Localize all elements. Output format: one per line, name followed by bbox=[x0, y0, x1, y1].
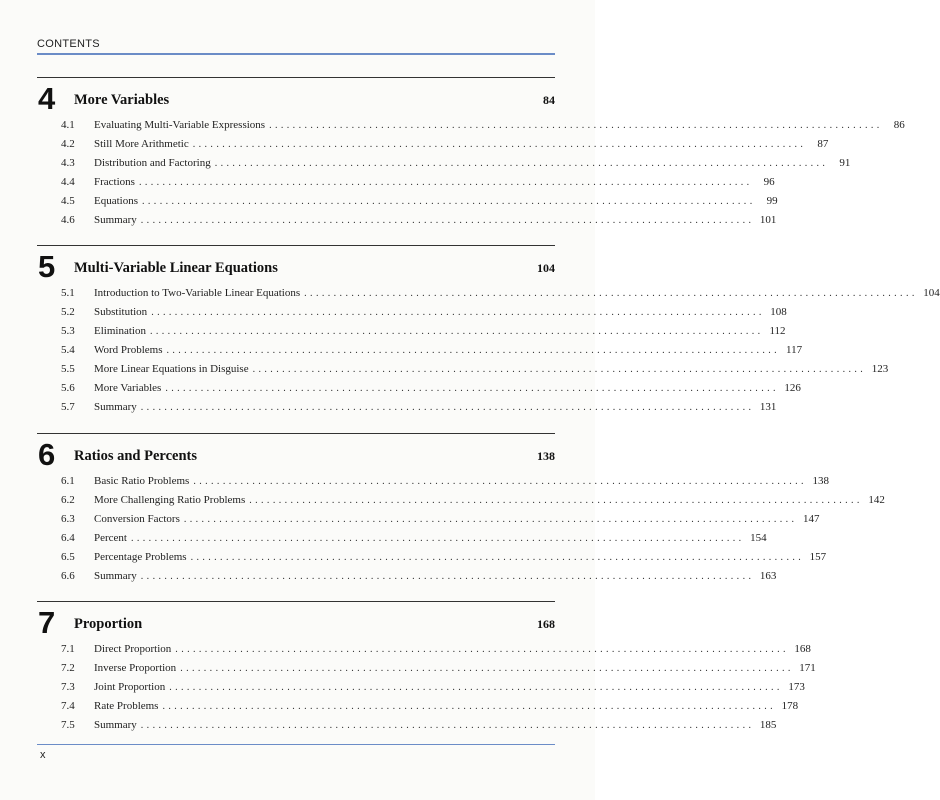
toc-entry[interactable] bbox=[37, 491, 885, 510]
section-title[interactable]: Conversion Factors bbox=[94, 513, 180, 525]
dot-leader: ........................................................................................................ bbox=[175, 644, 789, 655]
section-page-number: 112 bbox=[769, 325, 786, 337]
section-title[interactable]: Joint Proportion bbox=[94, 681, 166, 693]
section-page-number: 91 bbox=[839, 157, 851, 169]
chapter-heading[interactable] bbox=[37, 604, 555, 638]
section-page-number: 108 bbox=[770, 306, 787, 318]
section-number: 7.5 bbox=[61, 719, 75, 731]
toc-entry[interactable] bbox=[37, 341, 803, 360]
section-page-number: 101 bbox=[759, 214, 777, 226]
section-page-number: 173 bbox=[788, 681, 805, 693]
section-number: 4.3 bbox=[61, 157, 75, 169]
section-page-number: 96 bbox=[763, 176, 775, 188]
section-page-number: 99 bbox=[766, 195, 778, 207]
section-list bbox=[37, 284, 940, 417]
section-number: 7.1 bbox=[61, 643, 75, 655]
toc-entry[interactable] bbox=[37, 472, 829, 491]
toc-entry[interactable] bbox=[37, 640, 811, 659]
section-number: 4.2 bbox=[61, 138, 75, 150]
toc-entry[interactable] bbox=[37, 303, 787, 322]
section-number: 5.7 bbox=[61, 401, 75, 413]
chapter-rule bbox=[37, 77, 555, 78]
chapter-rule bbox=[37, 601, 555, 602]
dot-leader: ........................................................................................................ bbox=[180, 663, 794, 674]
chapter-title[interactable]: Ratios and Percents bbox=[74, 448, 197, 464]
dot-leader: ........................................................................................................ bbox=[130, 533, 745, 544]
section-title[interactable]: Elimination bbox=[94, 325, 146, 337]
dot-leader: ........................................................................................................ bbox=[140, 720, 755, 731]
dot-leader: ........................................................................................................ bbox=[140, 402, 755, 413]
header-rule bbox=[37, 53, 555, 55]
dot-leader: ........................................................................................................ bbox=[142, 196, 756, 207]
chapter-title[interactable]: Proportion bbox=[74, 616, 143, 632]
section-title[interactable]: Summary bbox=[94, 401, 137, 413]
section-number: 6.6 bbox=[61, 570, 75, 582]
dot-leader: ........................................................................................................ bbox=[140, 215, 755, 226]
section-page-number: 163 bbox=[759, 570, 777, 582]
section-title[interactable]: Distribution and Factoring bbox=[94, 157, 211, 169]
section-number: 7.2 bbox=[61, 662, 75, 674]
section-title[interactable]: Inverse Proportion bbox=[94, 662, 177, 674]
section-list bbox=[37, 116, 905, 230]
section-number: 5.4 bbox=[61, 344, 75, 356]
section-title[interactable]: Still More Arithmetic bbox=[94, 138, 189, 150]
dot-leader: ........................................................................................................ bbox=[169, 682, 783, 693]
chapter-title[interactable]: More Variables bbox=[74, 92, 170, 108]
chapter-page-number: 104 bbox=[537, 261, 555, 275]
toc-entry[interactable] bbox=[37, 716, 777, 735]
section-number: 4.5 bbox=[61, 195, 75, 207]
section-title[interactable]: Rate Problems bbox=[94, 700, 159, 712]
section-number: 4.1 bbox=[61, 119, 75, 131]
dot-leader: ........................................................................................................ bbox=[183, 514, 798, 525]
section-page-number: 87 bbox=[817, 138, 829, 150]
chapter-rule bbox=[37, 433, 555, 434]
section-number: 5.6 bbox=[61, 382, 75, 394]
dot-leader: ........................................................................................................ bbox=[162, 701, 777, 712]
toc-entry[interactable] bbox=[37, 510, 820, 529]
chapter-page-number: 168 bbox=[537, 617, 555, 631]
section-list bbox=[37, 472, 885, 586]
section-page-number: 178 bbox=[781, 700, 799, 712]
chapter-7 bbox=[37, 601, 816, 735]
chapter-title[interactable]: Multi-Variable Linear Equations bbox=[74, 260, 278, 276]
chapter-heading[interactable] bbox=[37, 80, 555, 114]
dot-leader: ........................................................................................................ bbox=[249, 495, 863, 506]
chapter-number: 5 bbox=[38, 249, 56, 284]
section-page-number: 168 bbox=[794, 643, 811, 655]
toc-entry[interactable] bbox=[37, 116, 905, 135]
section-page-number: 86 bbox=[893, 119, 905, 131]
section-number: 6.1 bbox=[61, 475, 75, 487]
toc-entry[interactable] bbox=[37, 211, 777, 230]
dot-leader: ........................................................................................................ bbox=[140, 571, 755, 582]
section-number: 5.2 bbox=[61, 306, 75, 318]
section-number: 4.4 bbox=[61, 176, 75, 188]
section-title[interactable]: Basic Ratio Problems bbox=[94, 475, 190, 487]
chapter-4 bbox=[37, 77, 905, 230]
toc-entry[interactable] bbox=[37, 678, 805, 697]
section-title[interactable]: Summary bbox=[94, 570, 137, 582]
section-title[interactable]: Equations bbox=[94, 195, 138, 207]
dot-leader: ........................................................................................................ bbox=[190, 552, 805, 563]
section-page-number: 138 bbox=[812, 475, 829, 487]
section-title[interactable]: Fractions bbox=[94, 176, 135, 188]
dot-leader: ........................................................................................................ bbox=[304, 288, 918, 299]
chapter-number: 4 bbox=[38, 81, 56, 116]
section-page-number: 126 bbox=[784, 382, 801, 394]
section-page-number: 131 bbox=[759, 401, 777, 413]
section-list bbox=[37, 640, 816, 735]
dot-leader: ........................................................................................................ bbox=[151, 307, 765, 318]
dot-leader: ........................................................................................................ bbox=[214, 158, 829, 169]
toc-entry[interactable] bbox=[37, 567, 777, 586]
section-title[interactable]: Summary bbox=[94, 214, 137, 226]
dot-leader: ........................................................................................................ bbox=[138, 177, 753, 188]
toc-entry[interactable] bbox=[37, 398, 777, 417]
toc-entry[interactable] bbox=[37, 379, 801, 398]
toc-entry[interactable] bbox=[37, 154, 851, 173]
section-title[interactable]: Evaluating Multi-Variable Expressions bbox=[94, 119, 266, 131]
section-page-number: 185 bbox=[759, 719, 777, 731]
dot-leader: ........................................................................................................ bbox=[252, 364, 867, 375]
section-title[interactable]: Percent bbox=[94, 532, 127, 544]
toc-entry[interactable] bbox=[37, 322, 786, 341]
chapter-page-number: 84 bbox=[543, 93, 555, 107]
toc-entry[interactable] bbox=[37, 529, 767, 548]
section-title[interactable]: Summary bbox=[94, 719, 137, 731]
section-page-number: 123 bbox=[871, 363, 889, 375]
section-page-number: 157 bbox=[809, 551, 827, 563]
section-number: 5.1 bbox=[61, 287, 75, 299]
section-title[interactable]: More Linear Equations in Disguise bbox=[94, 363, 249, 375]
footer-rule bbox=[37, 744, 555, 745]
dot-leader: ........................................................................................................ bbox=[165, 383, 779, 394]
section-title[interactable]: Word Problems bbox=[94, 344, 163, 356]
section-number: 4.6 bbox=[61, 214, 75, 226]
chapter-page-number: 138 bbox=[537, 449, 555, 463]
section-number: 5.3 bbox=[61, 325, 75, 337]
section-number: 7.4 bbox=[61, 700, 75, 712]
section-number: 7.3 bbox=[61, 681, 75, 693]
dot-leader: ........................................................................................................ bbox=[269, 120, 883, 131]
section-number: 6.2 bbox=[61, 494, 75, 506]
toc-entry[interactable] bbox=[37, 135, 829, 154]
chapter-6 bbox=[37, 433, 885, 586]
toc-entry[interactable] bbox=[37, 360, 889, 379]
toc-entry[interactable] bbox=[37, 697, 799, 716]
section-title[interactable]: More Variables bbox=[94, 382, 162, 394]
section-title[interactable]: Substitution bbox=[94, 306, 148, 318]
running-header: CONTENTS bbox=[37, 38, 100, 50]
toc-entry[interactable] bbox=[37, 548, 827, 567]
section-page-number: 171 bbox=[799, 662, 816, 674]
dot-leader: ........................................................................................................ bbox=[193, 476, 807, 487]
chapter-5 bbox=[37, 245, 940, 417]
section-number: 6.3 bbox=[61, 513, 75, 525]
toc-entry[interactable] bbox=[37, 192, 778, 211]
dot-leader: ........................................................................................................ bbox=[166, 345, 781, 356]
section-page-number: 117 bbox=[786, 344, 803, 356]
toc-entry[interactable] bbox=[37, 173, 775, 192]
toc-entry[interactable] bbox=[37, 659, 816, 678]
page-number-footer: x bbox=[40, 749, 46, 761]
chapter-number: 7 bbox=[38, 605, 56, 640]
section-page-number: 142 bbox=[868, 494, 885, 506]
section-title[interactable]: Percentage Problems bbox=[94, 551, 187, 563]
chapter-number: 6 bbox=[38, 437, 56, 472]
section-page-number: 154 bbox=[750, 532, 767, 544]
chapter-rule bbox=[37, 245, 555, 246]
section-page-number: 104 bbox=[923, 287, 940, 299]
section-page-number: 147 bbox=[802, 513, 820, 525]
section-number: 6.5 bbox=[61, 551, 75, 563]
section-title[interactable]: Introduction to Two-Variable Linear Equations bbox=[94, 287, 301, 299]
section-number: 6.4 bbox=[61, 532, 75, 544]
section-title[interactable]: Direct Proportion bbox=[94, 643, 172, 655]
dot-leader: ........................................................................................................ bbox=[149, 326, 764, 337]
chapter-heading[interactable] bbox=[37, 248, 555, 282]
toc-entry[interactable] bbox=[37, 284, 940, 303]
dot-leader: ........................................................................................................ bbox=[192, 139, 807, 150]
section-number: 5.5 bbox=[61, 363, 75, 375]
chapter-heading[interactable] bbox=[37, 436, 555, 470]
section-title[interactable]: More Challenging Ratio Problems bbox=[94, 494, 246, 506]
